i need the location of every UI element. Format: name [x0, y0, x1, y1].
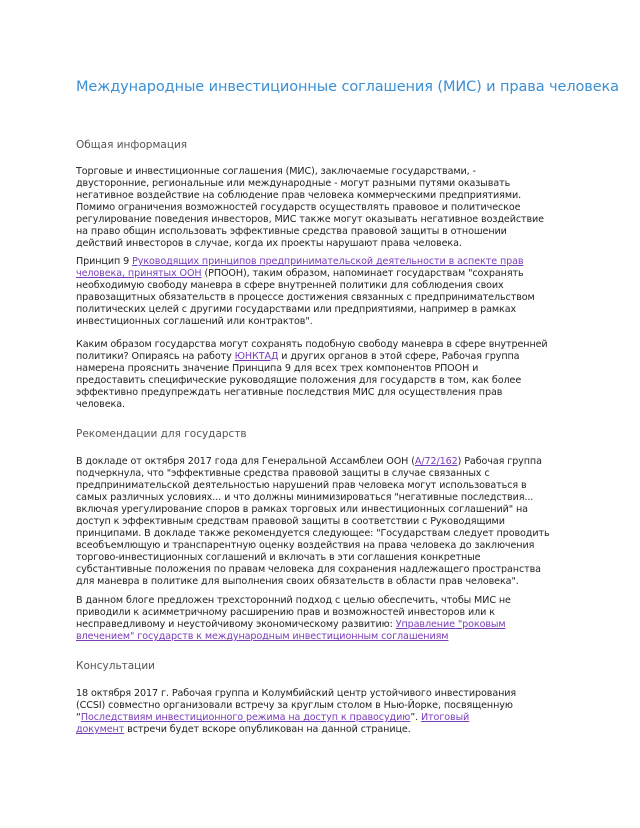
paragraph-text: ) Рабочая группа подчеркнула, что "эффективные средства правовой защиты в случае связанных с предпринимательской деятельностью нарушений прав человека могут использоваться в самых различных условиях... и что должны минимизироваться "негативные последствия... включая урегулирование споров в рамках торговых или инвестиционных соглашений" на доступ к эффективным средствам правовой защиты в соответствии с Руководящими принципами. В докладе также рекомендуется следующее: "Государствам следует проводить всеобъемлющую и транспарентную оценку воздействия на права человека до заключения торгово-инвестиционных соглашений и включать в эти соглашения конкретные субстантивные положения по правам человека для сохранения надлежащего пространства для маневра в политике для выполнения своих обязательств в области прав человека". — [76, 456, 550, 587]
section-heading-consultations: Консультации — [76, 660, 155, 672]
page-title: Международные инвестиционные соглашения (МИС) и права человека — [76, 79, 619, 95]
paragraph-text: Торговые и инвестиционные соглашения (МИС), заключаемые государствами, - двусторонние, региональные или международные - могут разными путями оказывать негативное воздействие на соблюдение прав человека коммерческими предприятиями. Помимо ограничения возможностей государств осуществлять правовое и политическое регулирование поведения инвесторов, МИС также могут оказывать негативное воздействие на право общин использовать эффективные средства правовой защиты в отношении действий инвесторов в случае, когда их проекты нарушают права человека. — [76, 166, 544, 249]
section-heading-recommendations: Рекомендации для государств — [76, 428, 247, 440]
paragraph — [76, 166, 576, 250]
paragraph — [76, 256, 576, 328]
section-heading-general: Общая информация — [76, 139, 188, 151]
paragraph — [76, 456, 576, 588]
paragraph — [76, 595, 576, 643]
paragraph-text: 18 октября 2017 г. Рабочая группа и Колумбийский центр устойчивого инвестирования (CCSI) совместно организовали встречу за круглым столом в Нью-Йорке, посвященную “ — [76, 688, 517, 723]
inline-link[interactable]: Управление "роковым влечением" государств к международным инвестиционным соглашениям — [76, 619, 506, 642]
inline-link[interactable]: Руководящих принципов предпринимательской деятельности в аспекте прав человека, принятых ООН — [76, 256, 524, 279]
inline-link[interactable]: Итоговый документ — [76, 712, 470, 735]
inline-link[interactable]: A/72/162 — [414, 456, 458, 467]
paragraph-text: В докладе от октября 2017 года для Генеральной Ассамблеи ООН ( — [76, 456, 415, 467]
inline-link[interactable]: ЮНКТАД — [234, 351, 279, 362]
paragraph-text: встречи будет вскоре опубликован на данной странице. — [124, 724, 411, 735]
inline-link[interactable]: Последствиям инвестиционного режима на доступ к правосудию — [80, 712, 411, 723]
paragraph — [76, 688, 576, 736]
paragraph — [76, 339, 576, 411]
paragraph-text: и других органов в этой сфере, Рабочая группа намерена прояснить значение Принципа 9 для всех трех компонентов РПООН и предоставить специфические руководящие положения для государств в том, как более эффективно предупреждать негативные последствия МИС для осуществления прав человека. — [76, 351, 522, 410]
paragraph-text: (РПООН), таким образом, напоминает государствам "сохранять необходимую свободу маневра в сфере внутренней политики для соблюдения своих правозащитных обязательств в процессе достижения связанных с предпринимательством политических целей с другими государствами или предприятиями, например в рамках инвестиционных соглашений или контрактов". — [76, 268, 535, 327]
paragraph-text: ”. — [410, 712, 421, 723]
paragraph-text: В данном блоге предложен трехсторонний подход с целью обеспечить, чтобы МИС не приводили к асимметричному расширению прав и возможностей инвесторов или к несправедливому и неустойчивому экономическому развитию: — [76, 595, 511, 630]
paragraph-text: Принцип 9 — [76, 256, 133, 267]
paragraph-text: Каким образом государства могут сохранять подобную свободу маневра в сфере внутренней политики? Опираясь на работу — [76, 339, 548, 362]
